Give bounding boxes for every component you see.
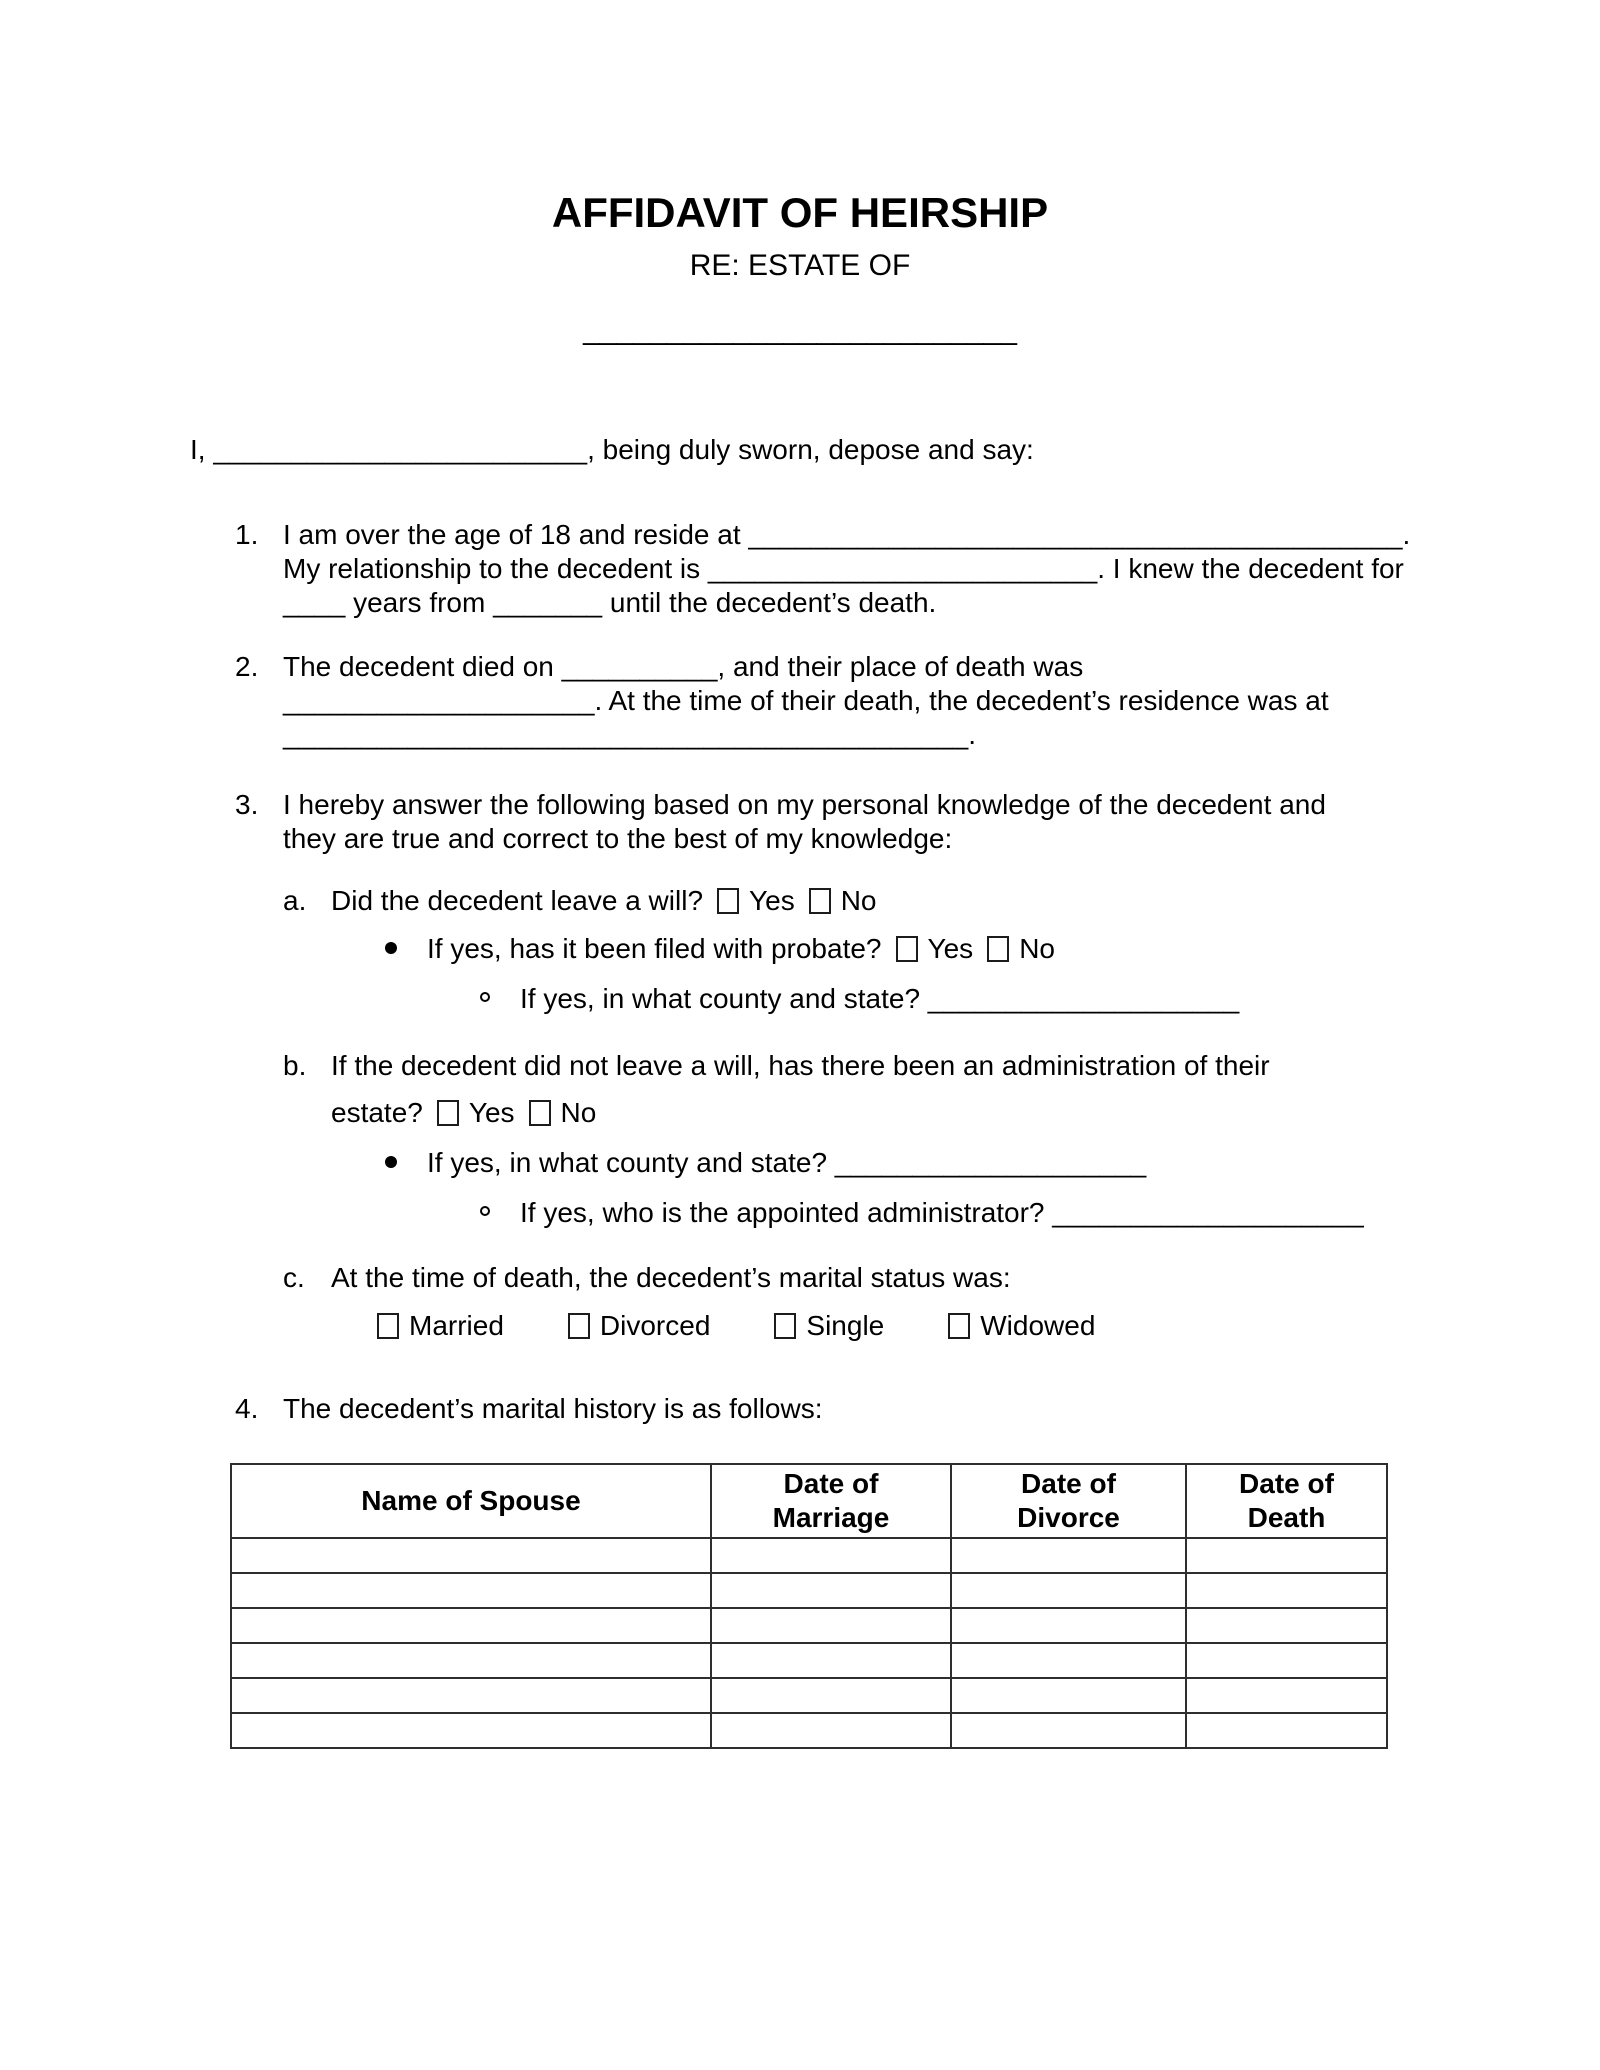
question-probate-county [480, 982, 1480, 1016]
item1-line-1 [283, 518, 1480, 552]
date-of-death-blank[interactable]: __________ [561, 651, 718, 682]
married-label: Married [409, 1310, 504, 1341]
administrator-name-blank[interactable]: ____________________ [1052, 1197, 1364, 1228]
question-will [331, 884, 1480, 918]
table-cell-empty[interactable] [711, 1713, 951, 1748]
question-will-text: Did the decedent leave a will? [331, 885, 704, 916]
table-row [231, 1608, 1387, 1643]
table-cell-empty[interactable] [951, 1538, 1186, 1573]
checkbox-will-no[interactable] [809, 888, 831, 914]
checkbox-widowed[interactable] [948, 1313, 970, 1339]
item3-line-2: they are true and correct to the best of my knowledge: [283, 823, 953, 854]
question-administration-county [385, 1146, 1480, 1180]
probate-county-text: If yes, in what county and state? [520, 983, 928, 1014]
marital-status-question: At the time of death, the decedent’s marital status was: [331, 1262, 1011, 1293]
item2-l1-text: The decedent died on [283, 651, 562, 682]
will-no-label: No [840, 885, 877, 916]
option-married [377, 1309, 504, 1343]
spouse-table-body [231, 1538, 1387, 1748]
table-cell-empty[interactable] [711, 1573, 951, 1608]
table-cell-empty[interactable] [711, 1538, 951, 1573]
item1-l2-end: . I knew the decedent for [1097, 553, 1404, 584]
item-3-number: 3. [235, 789, 259, 820]
checkbox-married[interactable] [377, 1313, 399, 1339]
header-name-of-spouse: Name of Spouse [231, 1464, 711, 1538]
table-cell-empty[interactable] [1186, 1678, 1387, 1713]
single-label: Single [806, 1310, 885, 1341]
header-date-of-death: Date of Death [1186, 1464, 1387, 1538]
question-administrator [480, 1196, 1480, 1230]
estate-text: estate? [331, 1097, 423, 1128]
table-cell-empty[interactable] [231, 1643, 711, 1678]
table-cell-empty[interactable] [951, 1678, 1186, 1713]
checkbox-single[interactable] [774, 1313, 796, 1339]
question-probate-text: If yes, has it been filed with probate? [427, 933, 882, 964]
intro-pre: I, [190, 434, 214, 465]
option-divorced [568, 1309, 710, 1343]
bullet-marker [385, 932, 427, 966]
question-probate [385, 932, 1480, 966]
bullet-marker [385, 1146, 427, 1180]
administration-county-blank[interactable]: ____________________ [834, 1147, 1147, 1178]
affiant-name-blank[interactable]: ________________________ [213, 434, 588, 465]
table-cell-empty[interactable] [231, 1678, 711, 1713]
item1-l2-text: My relationship to the decedent is [283, 553, 708, 584]
table-cell-empty[interactable] [1186, 1538, 1387, 1573]
marital-history-intro: The decedent’s marital history is as follows: [283, 1393, 823, 1424]
item-1-number: 1. [235, 519, 259, 550]
item2-line-1 [283, 650, 1480, 684]
sub-item-a-label: a. [283, 885, 307, 916]
item2-l3-end: . [968, 719, 976, 750]
option-widowed [948, 1309, 1095, 1343]
administration-no-label: No [560, 1097, 597, 1128]
table-cell-empty[interactable] [231, 1608, 711, 1643]
checkbox-divorced[interactable] [568, 1313, 590, 1339]
table-cell-empty[interactable] [1186, 1643, 1387, 1678]
item1-line-3 [283, 586, 1480, 620]
table-cell-empty[interactable] [951, 1713, 1186, 1748]
widowed-label: Widowed [980, 1310, 1096, 1341]
sub-item-b [283, 1049, 1480, 1130]
table-cell-empty[interactable] [951, 1608, 1186, 1643]
checkbox-probate-yes[interactable] [896, 936, 918, 962]
intro-line [190, 433, 1600, 467]
sub-item-b-label: b. [283, 1050, 307, 1081]
probate-yes-label: Yes [927, 933, 974, 964]
table-cell-empty[interactable] [231, 1573, 711, 1608]
item-4-number: 4. [235, 1393, 259, 1424]
checkbox-probate-no[interactable] [987, 936, 1009, 962]
administration-county-text: If yes, in what county and state? [427, 1147, 835, 1178]
reside-at-blank[interactable]: __________________________________________ [748, 519, 1403, 550]
place-of-death-blank[interactable]: ____________________ [283, 685, 595, 716]
estate-name-blank[interactable]: __________________________ [583, 313, 1017, 346]
table-cell-empty[interactable] [1186, 1573, 1387, 1608]
known-from-blank[interactable]: _______ [493, 587, 603, 618]
table-header-row [231, 1464, 1387, 1538]
option-single [774, 1309, 884, 1343]
list-item-4 [235, 1392, 1480, 1426]
table-row [231, 1713, 1387, 1748]
intro-post: , being duly sworn, depose and say: [587, 434, 1034, 465]
circle-marker [480, 982, 520, 1016]
item2-line-2 [283, 684, 1480, 718]
table-cell-empty[interactable] [951, 1573, 1186, 1608]
relationship-blank[interactable]: _________________________ [707, 553, 1098, 584]
table-row [231, 1573, 1387, 1608]
table-cell-empty[interactable] [711, 1643, 951, 1678]
header-date-of-marriage: Date of Marriage [711, 1464, 951, 1538]
marital-history-table [230, 1463, 1388, 1749]
item3-line-1: I hereby answer the following based on my personal knowledge of the decedent and [283, 789, 1326, 820]
list-item-2 [235, 650, 1480, 752]
checkbox-administration-no[interactable] [529, 1100, 551, 1126]
checkbox-administration-yes[interactable] [437, 1100, 459, 1126]
circle-marker [480, 1196, 520, 1230]
administration-yes-label: Yes [468, 1097, 515, 1128]
item2-line-3 [283, 718, 1480, 752]
table-row [231, 1538, 1387, 1573]
sub-item-c [283, 1261, 1480, 1295]
item1-line-2 [283, 552, 1480, 586]
item1-l3-text2: until the decedent’s death. [602, 587, 937, 618]
marital-status-options [377, 1309, 1480, 1343]
table-cell-empty[interactable] [711, 1678, 951, 1713]
will-yes-label: Yes [749, 885, 795, 916]
header-date-of-divorce: Date of Divorce [951, 1464, 1186, 1538]
table-cell-empty[interactable] [231, 1538, 711, 1573]
item-2-number: 2. [235, 651, 259, 682]
probate-no-label: No [1019, 933, 1055, 964]
table-cell-empty[interactable] [951, 1643, 1186, 1678]
table-cell-empty[interactable] [1186, 1713, 1387, 1748]
sub-item-c-label: c. [283, 1262, 305, 1293]
table-cell-empty[interactable] [1186, 1608, 1387, 1643]
item2-l2-end: . At the time of their death, the decedent’s residence was at [594, 685, 1329, 716]
sub-item-a [283, 884, 1480, 918]
item1-l1-text: I am over the age of 18 and reside at [283, 519, 749, 550]
item1-l1-end: . [1402, 519, 1411, 550]
divorced-label: Divorced [599, 1310, 711, 1341]
estate-subtitle: RE: ESTATE OF [689, 249, 911, 282]
residence-blank[interactable]: ____________________________________________ [283, 719, 969, 750]
table-cell-empty[interactable] [231, 1713, 711, 1748]
probate-county-blank[interactable]: ____________________ [927, 983, 1240, 1014]
item2-l1-end: , and their place of death was [717, 651, 1084, 682]
table-row [231, 1643, 1387, 1678]
table-row [231, 1678, 1387, 1713]
administrator-text: If yes, who is the appointed administrator? [520, 1197, 1053, 1228]
question-administration-line1: If the decedent did not leave a will, has there been an administration of their [331, 1050, 1270, 1081]
list-item-1 [235, 518, 1480, 620]
table-cell-empty[interactable] [711, 1608, 951, 1643]
page-title: AFFIDAVIT OF HEIRSHIP [551, 189, 1049, 236]
question-administration-line2 [331, 1096, 1480, 1130]
list-item-3 [235, 788, 1480, 1343]
item1-l3-text1: years from [345, 587, 494, 618]
years-known-blank[interactable]: ____ [283, 587, 346, 618]
checkbox-will-yes[interactable] [717, 888, 739, 914]
